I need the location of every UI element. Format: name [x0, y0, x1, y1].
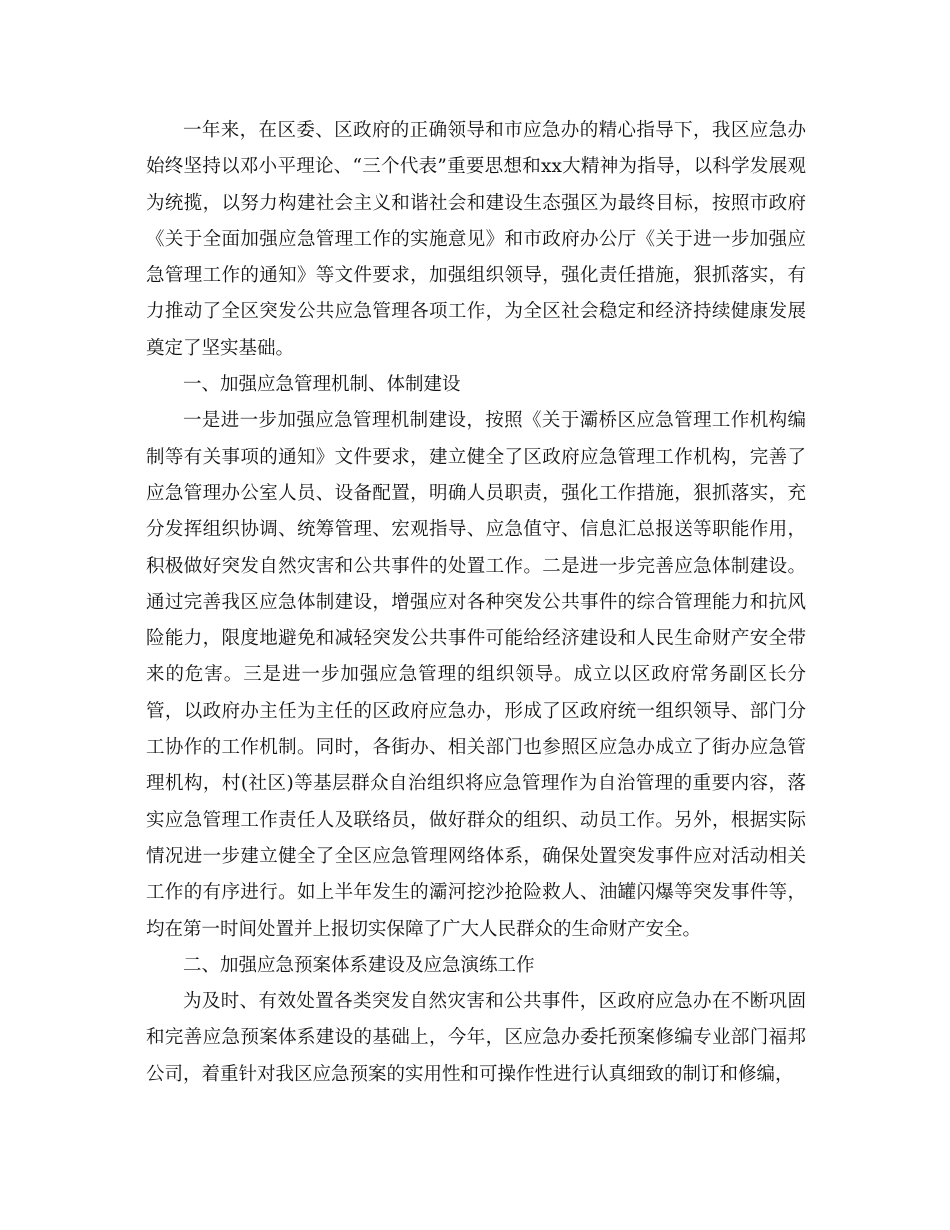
document-page — [146, 113, 806, 1093]
section-1-paragraph: 一是进一步加强应急管理机制建设，按照《关于灞桥区应急管理工作机构编制等有关事项的通知》文件要求，建立健全了区政府应急管理工作机构，完善了应急管理办公室人员、设备配置，明确人员职责，强化工作措施，狠抓落实，充分发挥组织协调、统筹管理、宏观指导、应急值守、信息汇总报送等职能作用，积极做好突发自然灾害和公共事件的处置工作。二是进一步完善应急体制建设。通过完善我区应急体制建设，增强应对各种突发公共事件的综合管理能力和抗风险能力，限度地避免和减轻突发公共事件可能给经济建设和人民生命财产安全带来的危害。三是进一步加强应急管理的组织领导。成立以区政府常务副区长分管，以政府办主任为主任的区政府应急办，形成了区政府统一组织领导、部门分工协作的工作机制。同时，各街办、相关部门也参照区应急办成立了街办应急管理机构，村(社区)等基层群众自治组织将应急管理作为自治管理的重要内容，落实应急管理工作责任人及联络员，做好群众的组织、动员工作。另外，根据实际情况进一步建立健全了全区应急管理网络体系，确保处置突发事件应对活动相关工作的有序进行。如上半年发生的灞河挖沙抢险救人、油罐闪爆等突发事件等，均在第一时间处置并上报切实保障了广大人民群众的生命财产安全。 — [146, 410, 806, 940]
intro-paragraph: 一年来，在区委、区政府的正确领导和市应急办的精心指导下，我区应急办始终坚持以邓小平理论、“三个代表”重要思想和xx大精神为指导，以科学发展观为统揽，以努力构建社会主义和谐社会和建设生态强区为最终目标，按照市政府《关于全面加强应急管理工作的实施意见》和市政府办公厅《关于进一步加强应急管理工作的通知》等文件要求，加强组织领导，强化责任措施，狠抓落实，有力推动了全区突发公共应急管理各项工作，为全区社会稳定和经济持续健康发展奠定了坚实基础。 — [146, 120, 806, 359]
section-heading-2: 二、加强应急预案体系建设及应急演练工作 — [183, 954, 535, 976]
section-2-paragraph: 为及时、有效处置各类突发自然灾害和公共事件，区政府应急办在不断巩固和完善应急预案体系建设的基础上，今年，区应急办委托预案修编专业部门福邦公司，着重针对我区应急预案的实用性和可操作性进行认真细致的制订和修编， — [146, 991, 806, 1085]
section-heading-1: 一、加强应急管理机制、体制建设 — [183, 374, 461, 396]
